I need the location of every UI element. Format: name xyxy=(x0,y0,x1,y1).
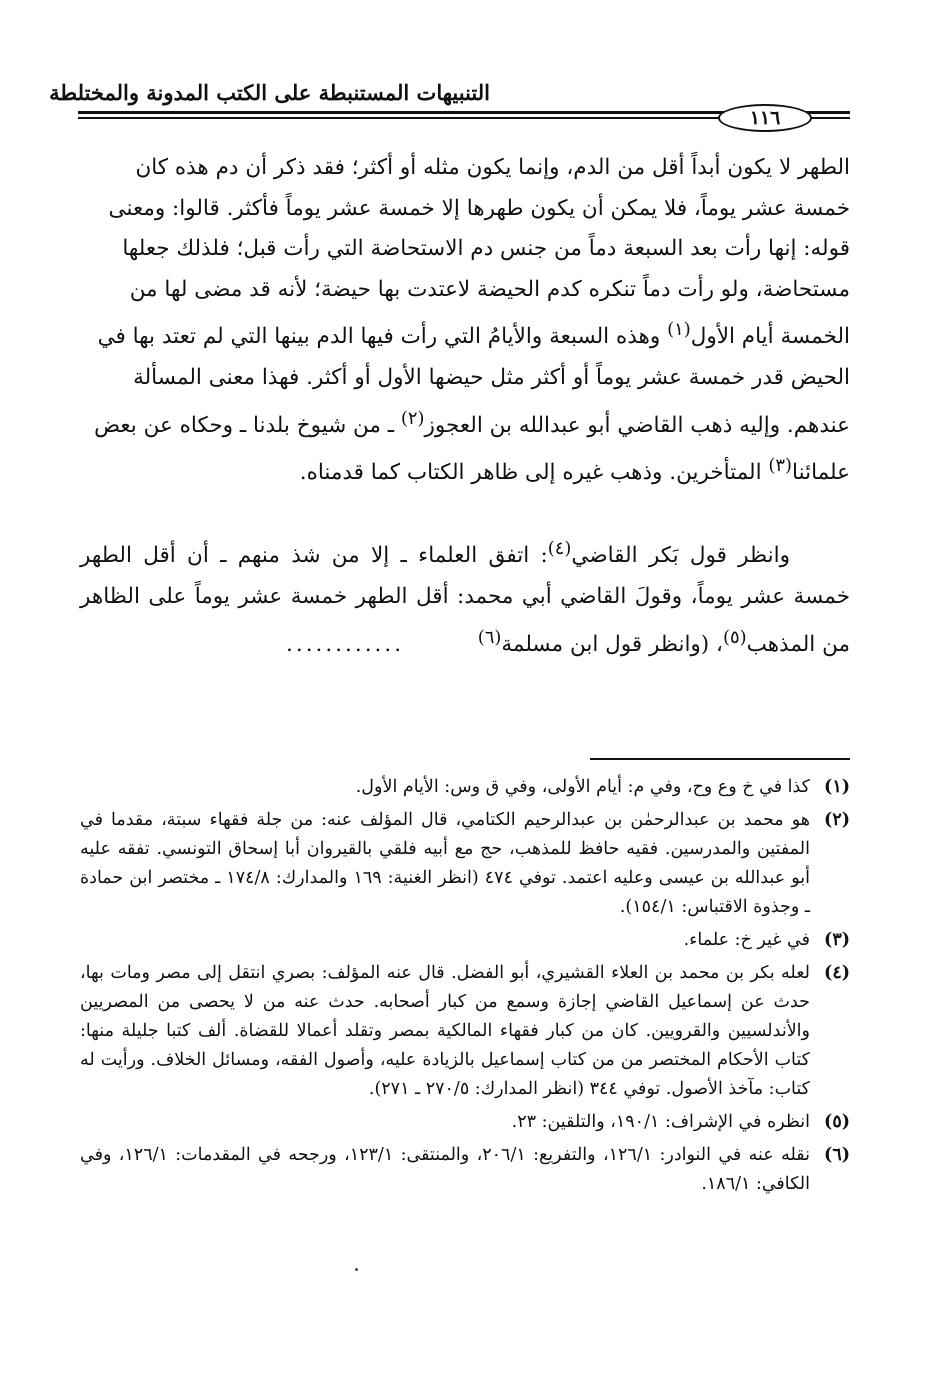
paragraph-1 xyxy=(80,148,850,494)
footnote-1 xyxy=(80,773,850,802)
footnote-4 xyxy=(80,959,850,1104)
footnote-ref-5: (٥) xyxy=(722,626,747,648)
main-text xyxy=(80,148,850,665)
footnote-text: لعله بكر بن محمد بن العلاء القشيري، أبو الفضل. قال عنه المؤلف: بصري انتقل إلى مصر ومات بها، حدث عن إسماعيل القاضي إجازة وسمع من كبار أصحابه. حدث عنه من لا يحصى من المصريين والأندلسيين والقرويين. كان من كبار فقهاء المالكية بمصر وتقلد أعمالا للقضاة. ألف كتبا جليلة منها: كتاب الأحكام المختصر من من كتاب إسماعيل بالزيادة عليه، وأصول الفقه، ومسائل الخلاف. ورأيت له كتاب: مآخذ الأصول. توفي ٣٤٤ (انظر المدارك: ٢٧٠/٥ ـ ٢٧١). xyxy=(80,963,810,1099)
footnote-text: انظره في الإشراف: ١٩٠/١، والتلقين: ٢٣. xyxy=(511,1112,810,1132)
print-speck xyxy=(355,1268,358,1271)
footnote-ref-1: (١) xyxy=(667,319,691,341)
footnote-number: (٥) xyxy=(824,1112,850,1132)
footnote-number: (٤) xyxy=(824,963,850,983)
footnote-ref-2: (٢) xyxy=(400,407,425,429)
text-run: المتأخرين. وذهب غيره إلى ظاهر الكتاب كما قدمناه. xyxy=(299,460,769,486)
text-run: وهذه السبعة والأيامُ التي رأت فيها الدم بينها التي لم تعتد بها في الحيض قدر خمسة عشر يوماً أو أكثر مثل حيضها الأول أو أكثر. فهذا معنى المسألة عندهم. وإليه ذهب القاضي أبو عبدالله بن العجوز xyxy=(97,324,850,438)
footnote-number: (٦) xyxy=(824,1145,850,1165)
text-run: الطهر لا يكون أبداً أقل من الدم، وإنما يكون مثله أو أكثر؛ فقد ذكر أن دم هذه كان خمسة عشر يوماً، فلا يمكن أن يكون طهرها إلا خمسة عشر يوماً فأكثر. قالوا: ومعنى قوله: إنها رأت بعد السبعة دماً من جنس دم الاستحاضة التي رأت قبل؛ فلذلك جعلها مستحاضة، ولو رأت دماً تنكره كدم الحيضة لاعتدت بها حيضة؛ لأنه قد مضى لها من الخمسة أيام الأول xyxy=(108,155,850,350)
footnote-separator xyxy=(590,758,850,760)
footnote-3 xyxy=(80,926,850,955)
text-run: : اتفق العلماء ـ إلا من شذ منهم ـ أن أقل الطهر خمسة عشر يوماً، وقولَ القاضي أبي محمد: أقل الطهر خمسة عشر يوماً على الظاهر من المذهب xyxy=(80,543,850,657)
footnote-text: نقله عنه في النوادر: ١٢٦/١، والتفريع: ٢٠٦/١، والمنتقى: ١٢٣/١، ورجحه في المقدمات: ١٢٦/١، وفي الكافي: ١٨٦/١. xyxy=(80,1145,810,1194)
footnote-6 xyxy=(80,1141,850,1199)
running-title: التنبيهات المستنبطة على الكتب المدونة والمختلطة xyxy=(49,80,490,105)
footnote-number: (١) xyxy=(824,777,850,797)
footnote-ref-4: (٤) xyxy=(547,538,572,560)
footnote-ref-6: (٦) xyxy=(477,626,502,648)
footnotes xyxy=(80,773,850,1203)
continuation-dots: ............ xyxy=(286,631,405,657)
paragraph-2 xyxy=(80,529,850,665)
text-run: وانظر قول بَكر القاضي xyxy=(571,543,790,569)
footnote-2 xyxy=(80,806,850,922)
text-run: ـ من شيوخ بلدنا ـ وحكاه عن بعض علمائنا xyxy=(94,412,850,486)
text-run: ، (وانظر قول ابن مسلمة xyxy=(501,631,723,657)
footnote-number: (٣) xyxy=(824,930,850,950)
footnote-text: كذا في خ وع وح، وفي م: أيام الأولى، وفي ق وس: الأيام الأول. xyxy=(355,777,810,797)
footnote-ref-3: (٣) xyxy=(768,455,793,477)
footnote-5 xyxy=(80,1108,850,1137)
footnote-text: في غير خ: علماء. xyxy=(683,930,810,950)
page-number: ١١٦ xyxy=(718,104,812,132)
footnote-number: (٢) xyxy=(824,810,850,830)
footnote-text: هو محمد بن عبدالرحمٰن بن عبدالرحيم الكتامي، قال المؤلف عنه: من جلة فقهاء سبتة، مقدما في المفتين والمدرسين. فقيه حافظ للمذهب، حج مع أبيه فلقي بالقيروان أبا إسحاق التونسي. تفقه عليه أبو عبدالله بن عيسى وعليه اعتمد. توفي ٤٧٤ (انظر الغنية: ١٦٩ والمدارك: ١٧٤/٨ ـ مختصر ابن حمادة ـ وجذوة الاقتباس: ١٥٤/١). xyxy=(80,810,810,917)
